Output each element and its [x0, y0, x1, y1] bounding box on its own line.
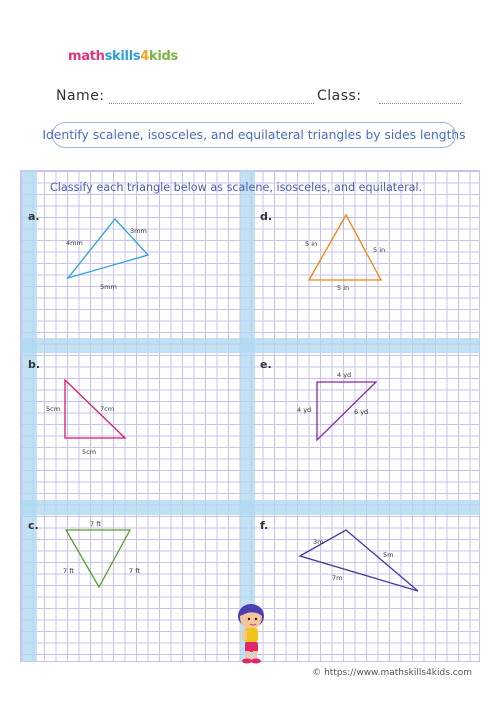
instruction-text: Classify each triangle below as scalene, isosceles, and equilateral. [50, 181, 423, 194]
triangle-c-side-3: 7 ft [129, 567, 140, 575]
problem-label-d: d. [260, 210, 273, 223]
triangle-b-side-1: 5cm [46, 405, 61, 413]
triangle-f-side-1: 3m [313, 538, 324, 546]
problem-label-b: b. [28, 358, 41, 371]
problem-label-c: c. [28, 519, 39, 532]
name-label: Name: [56, 88, 105, 104]
problem-label-f: f. [260, 519, 269, 532]
brand-logo: mathskills4kids [68, 49, 178, 64]
problem-label-a: a. [28, 210, 40, 223]
cartoon-girl-illustration [232, 602, 270, 664]
triangle-a-side-1: 4mm [66, 239, 83, 247]
triangle-b [65, 380, 125, 438]
triangle-e-side-2: 4 yd [297, 406, 312, 414]
copyright-footer: © https://www.mathskills4kids.com [312, 668, 472, 678]
triangle-c-side-2: 7 ft [63, 567, 74, 575]
triangle-d-side-1: 5 in [305, 240, 318, 248]
triangle-d-side-2: 5 in [373, 246, 386, 254]
triangle-b-side-2: 7cm [100, 405, 115, 413]
triangle-d-side-3: 5 in [337, 284, 350, 292]
class-label: Class: [317, 88, 362, 104]
worksheet-title: Identify scalene, isosceles, and equilateral triangles by sides lengths [52, 122, 456, 148]
triangle-a-side-3: 5mm [100, 283, 117, 291]
triangle-b-side-3: 5cm [82, 448, 97, 456]
problem-label-e: e. [260, 358, 272, 371]
triangle-d [309, 215, 381, 280]
triangle-f-side-3: 7m [332, 574, 343, 582]
triangle-e-side-3: 6 yd [354, 408, 369, 416]
triangle-c-side-1: 7 ft [90, 520, 101, 528]
triangle-c [66, 530, 130, 587]
triangle-e-side-1: 4 yd [337, 371, 352, 379]
triangle-a-side-2: 3mm [130, 227, 147, 235]
triangle-f-side-2: 5m [383, 551, 394, 559]
